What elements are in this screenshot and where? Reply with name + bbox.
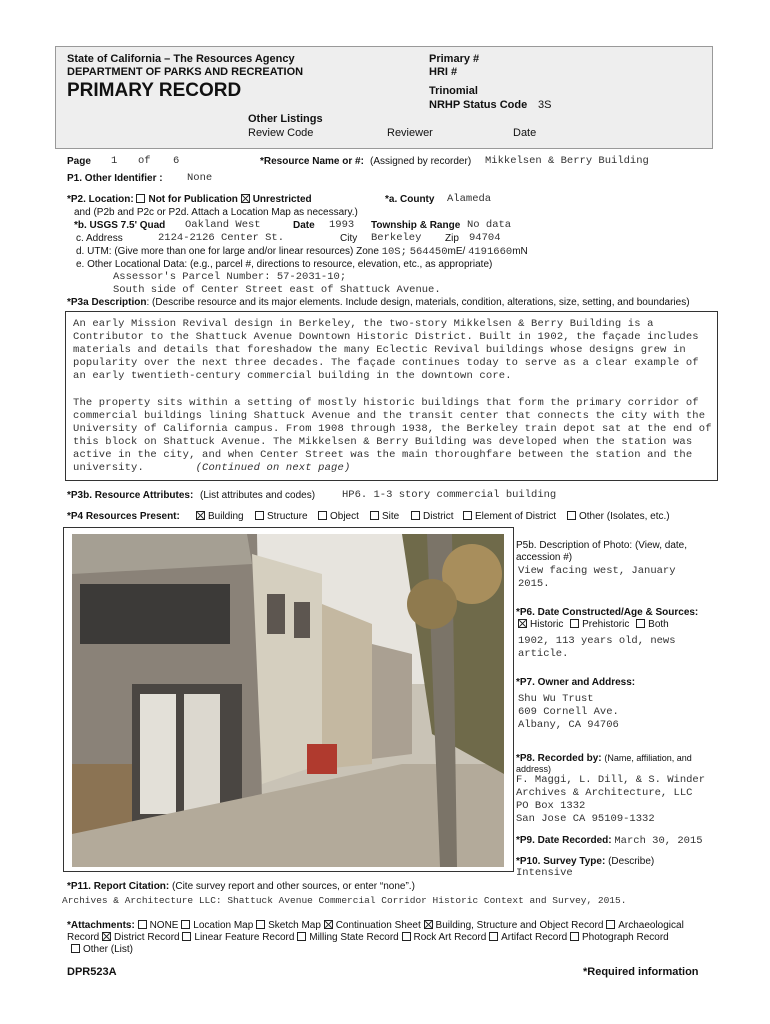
township-value: No data	[467, 219, 512, 231]
p9-row	[516, 835, 703, 847]
rock-art-checkbox[interactable]	[402, 932, 411, 941]
owner-name: Shu Wu Trust	[518, 693, 594, 705]
archaeological-label: Archaeological	[618, 920, 684, 931]
description-paragraph-1: An early Mission Revival design in Berkeley, the two-story Mikkelsen & Berry Building is a Contributor to the Shattuck Avenue Downtown Historic District. Built in 1902, the façade includes materials and details that foreshadow the many Eclectic Revival buildings whose designs grew in popularity over the next three decades. The façade continues today to serve as a clear example of an early twentieth-century commercial building in the downtown core.	[73, 318, 699, 382]
other-isolates-label: Other (Isolates, etc.)	[579, 511, 670, 522]
p4-element-of-district	[463, 511, 556, 522]
hri-label: HRI #	[429, 66, 458, 78]
page-total: 6	[173, 155, 180, 167]
milling-state-checkbox[interactable]	[297, 932, 306, 941]
sketch-map-label: Sketch Map	[268, 920, 321, 931]
parcel-number: Assessor's Parcel Number: 57-2031-10;	[113, 271, 347, 283]
description-paragraph-2-text: The property sits within a setting of mostly historic buildings that form the primary corridor of commercial buildings lining Shattuck Avenue and the transit center that connects the city with the University of California campus. From 1908 through 1938, the Berkeley train depot sat at the end of this block on Shattuck Avenue. The Mikkelsen & Berry Building was developed when the station was active in the city, and when Center Street was the main thoroughfare between the station and the university.	[73, 397, 712, 474]
zip-value: 94704	[469, 232, 501, 244]
address-value: 2124-2126 Center St.	[158, 232, 285, 244]
location-directions: South side of Center Street east of Shattuck Avenue.	[113, 284, 441, 296]
photograph-record-label: Photograph Record	[582, 932, 669, 943]
p1-value: None	[187, 172, 213, 184]
p4-site	[370, 511, 399, 522]
recorder-names: F. Maggi, L. Dill, & S. Winder	[516, 774, 706, 786]
p5b-label-1: P5b. Description of Photo: (View, date,	[516, 540, 688, 551]
building-record-label: Building, Structure and Object Record	[435, 920, 604, 931]
both-checkbox[interactable]	[636, 619, 645, 628]
object-label: Object	[330, 511, 359, 522]
p8-label: *P8. Recorded by:	[516, 753, 602, 764]
archaeological-record-label: Record	[67, 932, 100, 943]
resource-name-value: Mikkelsen & Berry Building	[485, 155, 649, 167]
utm-label: d. UTM: (Give more than one for large and/or linear resources) Zone	[76, 246, 379, 257]
p11-note: (Cite survey report and other sources, or enter “none”.)	[172, 881, 415, 892]
utm-me: mE/	[447, 246, 466, 257]
p4-object	[318, 511, 359, 522]
district-record-checkbox[interactable]	[102, 932, 111, 941]
element-of-district-label: Element of District	[475, 511, 557, 522]
page-number: 1	[111, 155, 118, 167]
structure-label: Structure	[267, 511, 308, 522]
district-record-label: District Record	[114, 932, 180, 943]
prehistoric-checkbox[interactable]	[570, 619, 579, 628]
attachments-line-1	[67, 920, 684, 931]
primary-label: Primary #	[429, 53, 480, 65]
attachments-label: *Attachments:	[67, 920, 135, 931]
location-map-checkbox[interactable]	[181, 920, 190, 929]
recorder-po-box: PO Box 1332	[516, 800, 586, 812]
p3b-note: (List attributes and codes)	[200, 490, 316, 501]
other-locational-label: e. Other Locational Data: (e.g., parcel #, directions to resource, elevation, etc., as appropriate)	[76, 259, 493, 270]
milling-state-label: Milling State Record	[309, 932, 399, 943]
other-list-checkbox[interactable]	[71, 944, 80, 953]
photo-view-1: View facing west, January	[518, 565, 676, 577]
element-of-district-checkbox[interactable]	[463, 511, 472, 520]
p3b-value: HP6. 1-3 story commercial building	[342, 489, 557, 501]
recorder-city: San Jose CA 95109-1332	[516, 813, 655, 825]
artifact-record-label: Artifact Record	[501, 932, 568, 943]
location-map-label: Location Map	[193, 920, 254, 931]
p4-structure	[255, 511, 308, 522]
both-label: Both	[648, 619, 669, 630]
description-box	[65, 311, 718, 481]
p3a-label: *P3a Description	[67, 297, 147, 308]
archaeological-checkbox[interactable]	[606, 920, 615, 929]
form-number: DPR523A	[67, 966, 117, 978]
city-value: Berkeley	[371, 232, 422, 244]
p5b-label-2: accession #)	[516, 552, 573, 563]
resource-name-label: *Resource Name or #:	[260, 156, 364, 167]
date-recorded: March 30, 2015	[614, 835, 703, 847]
p1-label: P1. Other Identifier :	[67, 173, 163, 184]
unrestricted-checkbox[interactable]	[241, 194, 250, 203]
p4-building	[196, 511, 244, 522]
p6-options	[518, 619, 669, 630]
date-label: Date	[513, 127, 537, 139]
p3b-label: *P3b. Resource Attributes:	[67, 490, 194, 501]
utm-row	[76, 246, 528, 258]
usgs-value: Oakland West	[185, 219, 261, 231]
county-value: Alameda	[447, 193, 492, 205]
p10-note: (Describe)	[608, 856, 655, 867]
site-label: Site	[382, 511, 400, 522]
linear-feature-label: Linear Feature Record	[194, 932, 295, 943]
not-for-publication-label: Not for Publication	[148, 194, 238, 205]
p11-label: *P11. Report Citation:	[67, 881, 170, 892]
sketch-map-checkbox[interactable]	[256, 920, 265, 929]
report-citation: Archives & Architecture LLC: Shattuck Avenue Commercial Corridor Historic Context and Survey, 2015.	[62, 895, 627, 906]
utm-northing: 4191660	[468, 246, 513, 258]
p2-label: *P2. Location:	[67, 194, 134, 205]
address-label: c. Address	[76, 233, 123, 244]
reviewer-label: Reviewer	[387, 127, 433, 139]
p10-row	[516, 856, 654, 867]
resource-name-note: (Assigned by recorder)	[370, 156, 472, 167]
survey-type: Intensive	[516, 867, 573, 879]
p9-label: *P9. Date Recorded:	[516, 835, 612, 846]
review-code-label: Review Code	[248, 127, 314, 139]
utm-mn: mN	[512, 246, 528, 257]
p4-district	[411, 511, 454, 522]
other-list-label: Other (List)	[83, 944, 134, 955]
p7-label: *P7. Owner and Address:	[516, 677, 636, 688]
none-checkbox[interactable]	[138, 920, 147, 929]
street-photo	[72, 534, 504, 867]
artifact-record-checkbox[interactable]	[489, 932, 498, 941]
department-name: DEPARTMENT OF PARKS AND RECREATION	[67, 66, 304, 78]
trinomial-label: Trinomial	[429, 85, 478, 97]
township-label: Township & Range	[371, 220, 461, 231]
usgs-date-label: Date	[293, 220, 315, 231]
prehistoric-label: Prehistoric	[582, 619, 630, 630]
district-label: District	[423, 511, 454, 522]
historic-checkbox[interactable]	[518, 619, 527, 628]
usgs-label: *b. USGS 7.5' Quad	[74, 220, 166, 231]
building-label: Building	[208, 511, 244, 522]
photograph-record-checkbox[interactable]	[570, 932, 579, 941]
recorder-firm: Archives & Architecture, LLC	[516, 787, 693, 799]
not-for-publication-checkbox[interactable]	[136, 194, 145, 203]
p2-instructions: and (P2b and P2c or P2d. Attach a Location Map as necessary.)	[74, 207, 358, 218]
agency-name: State of California – The Resources Agency	[67, 53, 295, 65]
p6-value-1: 1902, 113 years old, news	[518, 635, 676, 647]
building-record-checkbox[interactable]	[424, 920, 433, 929]
p8-note-2: address)	[516, 764, 552, 774]
p4-label: *P4 Resources Present:	[67, 511, 180, 522]
continuation-sheet-checkbox[interactable]	[324, 920, 333, 929]
p10-label: *P10. Survey Type:	[516, 856, 606, 867]
p3a-note: : (Describe resource and its major elements. Include design, materials, condition, alterations, size, setting, and boundaries)	[146, 297, 690, 308]
owner-city: Albany, CA 94706	[518, 719, 619, 731]
utm-zone: 10S;	[381, 246, 407, 258]
building-checkbox[interactable]	[196, 511, 205, 520]
site-checkbox[interactable]	[370, 511, 379, 520]
p4-other	[567, 511, 670, 522]
unrestricted-label: Unrestricted	[252, 194, 312, 205]
page-of: of	[138, 155, 151, 167]
linear-feature-checkbox[interactable]	[182, 932, 191, 941]
other-isolates-checkbox[interactable]	[567, 511, 576, 520]
description-paragraph-2	[73, 397, 713, 475]
city-label: City	[340, 233, 358, 244]
p11-row	[67, 881, 415, 892]
form-title: PRIMARY RECORD	[67, 80, 242, 101]
county-label: *a. County	[385, 194, 435, 205]
nrhp-label: NRHP Status Code	[429, 99, 528, 111]
page-label: Page	[67, 156, 91, 167]
object-checkbox[interactable]	[318, 511, 327, 520]
district-checkbox[interactable]	[411, 511, 420, 520]
p8-label-row	[516, 753, 692, 764]
zip-label: Zip	[445, 233, 459, 244]
usgs-date-value: 1993	[329, 219, 355, 231]
continuation-sheet-label: Continuation Sheet	[335, 920, 421, 931]
other-listings-label: Other Listings	[248, 113, 323, 125]
utm-easting: 564450	[409, 246, 448, 258]
nrhp-value: 3S	[538, 99, 552, 111]
attachments-line-3	[71, 944, 133, 955]
none-label: NONE	[149, 920, 179, 931]
p6-value-2: article.	[518, 648, 569, 660]
p8-note-1: (Name, affiliation, and	[604, 753, 692, 763]
photo-view-2: 2015.	[518, 578, 550, 590]
historic-label: Historic	[530, 619, 564, 630]
continued-note: (Continued on next page)	[195, 462, 351, 474]
owner-street: 609 Cornell Ave.	[518, 706, 619, 718]
attachments-line-2	[67, 932, 669, 943]
required-information: *Required information	[583, 966, 699, 978]
p2-location-row	[67, 194, 312, 205]
structure-checkbox[interactable]	[255, 511, 264, 520]
rock-art-label: Rock Art Record	[413, 932, 487, 943]
p3a-label-row	[67, 297, 690, 308]
p6-label: *P6. Date Constructed/Age & Sources:	[516, 607, 699, 618]
